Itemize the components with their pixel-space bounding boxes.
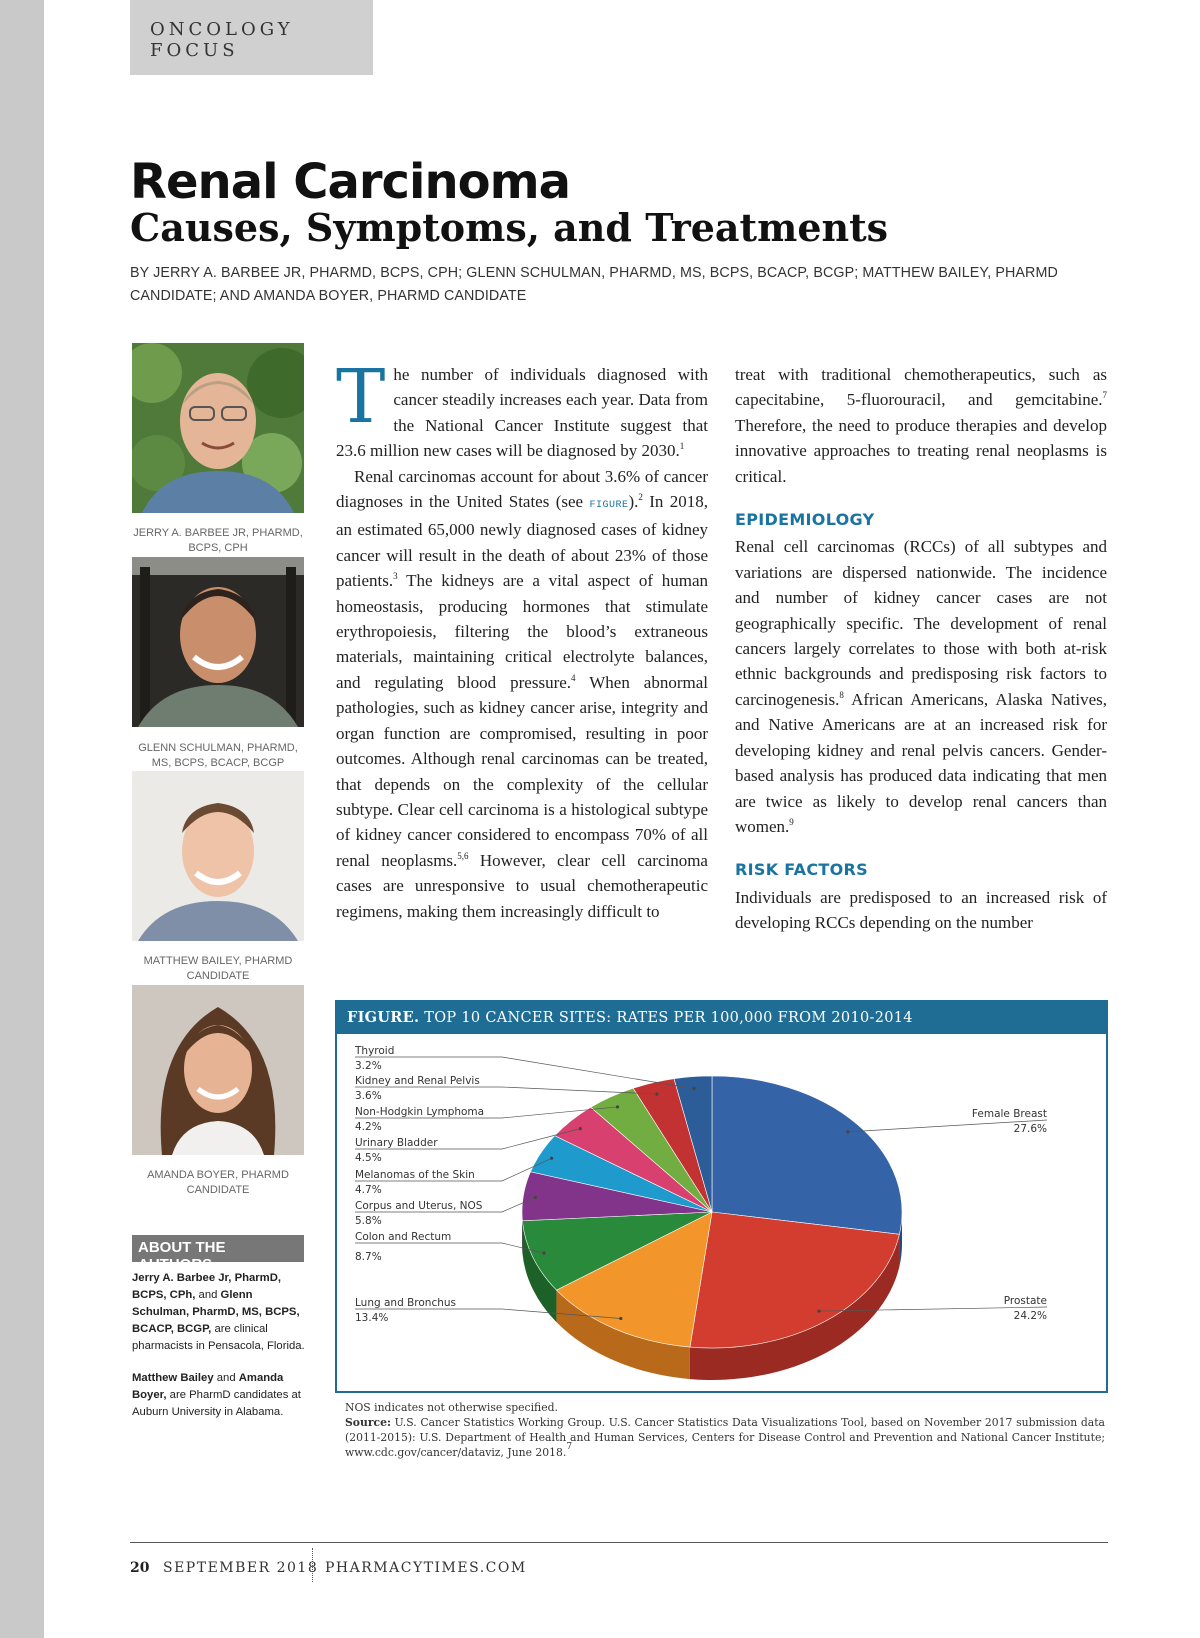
author-caption: GLENN SCHULMAN, PHARMD, MS, BCPS, BCACP, BCGP xyxy=(138,742,298,769)
pie-slice xyxy=(712,1076,902,1234)
pie-label: 4.5% xyxy=(355,1152,382,1164)
pie-label: 5.8% xyxy=(355,1215,382,1227)
text-run: he number of individuals diagnosed with cancer steadily increases each year. Data from the National Cancer Institute suggest that 23.6 million new cases will be diagnosed by 2030. xyxy=(336,365,708,461)
pie-leader-dot xyxy=(817,1310,820,1313)
pie-label: Non-Hodgkin Lymphoma xyxy=(355,1106,485,1118)
about-text: and xyxy=(195,1289,221,1301)
author-photo-barbee xyxy=(132,343,304,513)
body-column-1 xyxy=(336,354,709,924)
pie-label: 4.2% xyxy=(355,1121,382,1133)
pie-label: Corpus and Uterus, NOS xyxy=(355,1200,483,1212)
pie-label: 8.7% xyxy=(355,1251,382,1263)
text-run: treat with traditional chemotherapeutics, such as capecitabine, 5-fluorouracil, and gemcitabine. xyxy=(735,365,1107,410)
text-run: In 2018, an estimated 65,000 newly diagnosed cases of kidney cancer will result in the death of about 23% of those patients. xyxy=(336,492,709,591)
author-caption: MATTHEW BAILEY, PHARMD CANDIDATE xyxy=(143,955,293,982)
text-run: Renal cell carcinomas (RCCs) of all subtypes and variations are dispersed nationwide. The incidence and number of kidney cancer cases are not geographically specific. The development of renal cancers largely correlates to those with both at-risk ethnic backgrounds and predisposing risk factors to carcinogenesis. xyxy=(735,537,1107,709)
reference: 8 xyxy=(839,689,844,700)
pie-label: 3.2% xyxy=(355,1060,382,1072)
byline: BY JERRY A. BARBEE JR, PHARMD, BCPS, CPH; GLENN SCHULMAN, PHARMD, MS, BCPS, BCACP, BCGP; MATTHEW BAILEY, PHARMD CANDIDATE; AND AMANDA BOYER, PHARMD CANDIDATE xyxy=(130,265,1058,304)
figure-title-text: TOP 10 CANCER SITES: RATES PER 100,000 FROM 2010-2014 xyxy=(419,1010,913,1026)
reference: 2 xyxy=(638,492,643,503)
pie-label: Thyroid xyxy=(355,1045,395,1057)
body-paragraph xyxy=(336,354,708,464)
about-name: Glenn Schulman, PharmD, MS, BCPS, BCACP, BCGP, xyxy=(132,1289,300,1335)
pie-leader-line xyxy=(355,1243,544,1253)
about-name: Jerry A. Barbee Jr, PharmD, BCPS, CPh, xyxy=(132,1272,282,1301)
pie-label: 27.6% xyxy=(1013,1123,1047,1135)
text-run: ). xyxy=(628,492,639,512)
text-run: Individuals are predisposed to an increased risk of developing RCCs depending on the number xyxy=(735,887,1107,933)
article-subtitle: Causes, Symptoms, and Treatments xyxy=(130,205,889,250)
heading-epidemiology: EPIDEMIOLOGY xyxy=(735,510,875,530)
pie-slice xyxy=(690,1212,899,1348)
text-run: African Americans, Alaska Natives, and Native Americans are at an increased risk for developing kidney and renal pelvis cancers. Gender-based analysis has produced data indicating that men are twice as likely to develop renal cancers than women. xyxy=(735,689,1107,836)
pie-label: Prostate xyxy=(1003,1295,1047,1307)
author-photo-schulman xyxy=(132,557,304,727)
pie-leader-dot xyxy=(846,1130,849,1133)
drop-cap: T xyxy=(336,354,386,440)
pie-leader-line xyxy=(355,1087,657,1094)
reference: 7 xyxy=(1102,390,1107,401)
about-authors-paragraph xyxy=(132,1370,310,1421)
pie-leader-dot xyxy=(534,1196,537,1199)
about-authors-paragraph xyxy=(132,1270,310,1355)
about-name: Amanda Boyer, xyxy=(132,1372,284,1401)
about-authors-header: ABOUT THE AUTHORS xyxy=(132,1235,304,1262)
pie-leader-dot xyxy=(619,1317,622,1320)
pie-label: Kidney and Renal Pelvis xyxy=(355,1075,480,1087)
site-name: PHARMACYTIMES.COM xyxy=(325,1560,527,1576)
author-photo-boyer xyxy=(132,985,304,1155)
pie-leader-dot xyxy=(693,1087,696,1090)
figure-title xyxy=(337,1002,1106,1034)
text-run: However, clear cell carcinoma cases are unresponsive to usual chemotherapeutic regimens, making them increasingly difficult to xyxy=(336,850,708,921)
figure-note-nos: NOS indicates not otherwise specified. xyxy=(345,1401,558,1414)
pie-label: Female Breast xyxy=(971,1108,1047,1120)
pie-leader-dot xyxy=(579,1127,582,1130)
text-run: Therefore, the need to produce therapies and develop innovative approaches to treating renal neoplasms is critical. xyxy=(735,415,1107,486)
body-paragraph xyxy=(735,534,1107,839)
pie-leader-dot xyxy=(655,1092,658,1095)
pie-label: 24.2% xyxy=(1013,1310,1047,1322)
section-tab: ONCOLOGY FOCUS xyxy=(130,0,373,75)
issue-date: SEPTEMBER 2018 xyxy=(163,1560,319,1576)
footer-rule xyxy=(130,1542,1108,1543)
about-name: Matthew Bailey xyxy=(132,1372,214,1384)
reference: 3 xyxy=(393,571,398,582)
pie-chart xyxy=(337,1034,1106,1391)
source-label: Source: xyxy=(345,1416,391,1429)
figure-label: FIGURE. xyxy=(347,1009,420,1026)
body-paragraph xyxy=(735,885,1107,936)
author-caption: AMANDA BOYER, PHARMD CANDIDATE xyxy=(147,1169,289,1196)
pie-leader-dot xyxy=(542,1252,545,1255)
text-run: Renal carcinomas account for about 3.6% of cancer diagnoses in the United States (see xyxy=(336,466,708,512)
reference: 4 xyxy=(571,672,576,683)
heading-risk-factors: RISK FACTORS xyxy=(735,860,868,880)
source-text: U.S. Cancer Statistics Working Group. U.S. Cancer Statistics Data Visualizations Tool, based on November 2017 submission data (2011-2015): U.S. Department of Health and Human Services, Centers for Disease Control and Prevention and National Cancer Institute; www.cdc.gov/cancer/dataviz, June 2018. xyxy=(345,1416,1105,1459)
reference: 5,6 xyxy=(457,850,469,861)
figure-notes xyxy=(345,1400,1105,1460)
figure-reference: figure xyxy=(589,496,629,513)
pie-label: Lung and Bronchus xyxy=(355,1297,456,1309)
about-text: are clinical pharmacists in Pensacola, Florida. xyxy=(132,1323,305,1352)
reference: 1 xyxy=(679,441,685,452)
figure-source xyxy=(345,1415,1105,1460)
pie-label: Melanomas of the Skin xyxy=(355,1169,475,1181)
pie-label: 13.4% xyxy=(355,1312,389,1324)
article-title: Renal Carcinoma xyxy=(130,154,570,210)
text-run: When abnormal pathologies, such as kidney cancer arise, integrity and organ function are compromised, resulting in poor outcomes. Although renal carcinomas can be treated, that depends on the complexity of the cellular subtype. Clear cell carcinoma is a histological subtype of kidney cancer considered to encompass 70% of all renal neoplasms. xyxy=(336,672,708,870)
author-caption: JERRY A. BARBEE JR, PHARMD, BCPS, CPH xyxy=(133,527,303,554)
page-number: 20 xyxy=(130,1560,150,1576)
pie-leader-dot xyxy=(616,1105,619,1108)
body-paragraph xyxy=(735,362,1107,489)
body-paragraph xyxy=(336,464,708,924)
about-text: are PharmD candidates at Auburn University in Alabama. xyxy=(132,1389,301,1418)
reference: 7 xyxy=(566,1442,573,1452)
left-margin-strip xyxy=(0,0,44,1638)
body-column-2 xyxy=(735,362,1107,936)
pie-label: 4.7% xyxy=(355,1184,382,1196)
text-run: The kidneys are a vital aspect of human homeostasis, producing hormones that stimulate erythropoiesis, filtering the blood’s extraneous materials, maintaining critical electrolyte balances, and regulating blood pressure. xyxy=(336,571,708,692)
pie-label: 3.6% xyxy=(355,1090,382,1102)
about-text: and xyxy=(213,1372,239,1384)
pie-label: Urinary Bladder xyxy=(355,1137,438,1149)
reference: 9 xyxy=(789,816,794,827)
pie-leader-dot xyxy=(550,1157,553,1160)
figure-box xyxy=(335,1000,1108,1393)
pie-label: Colon and Rectum xyxy=(355,1231,452,1243)
author-photo-bailey xyxy=(132,771,304,941)
